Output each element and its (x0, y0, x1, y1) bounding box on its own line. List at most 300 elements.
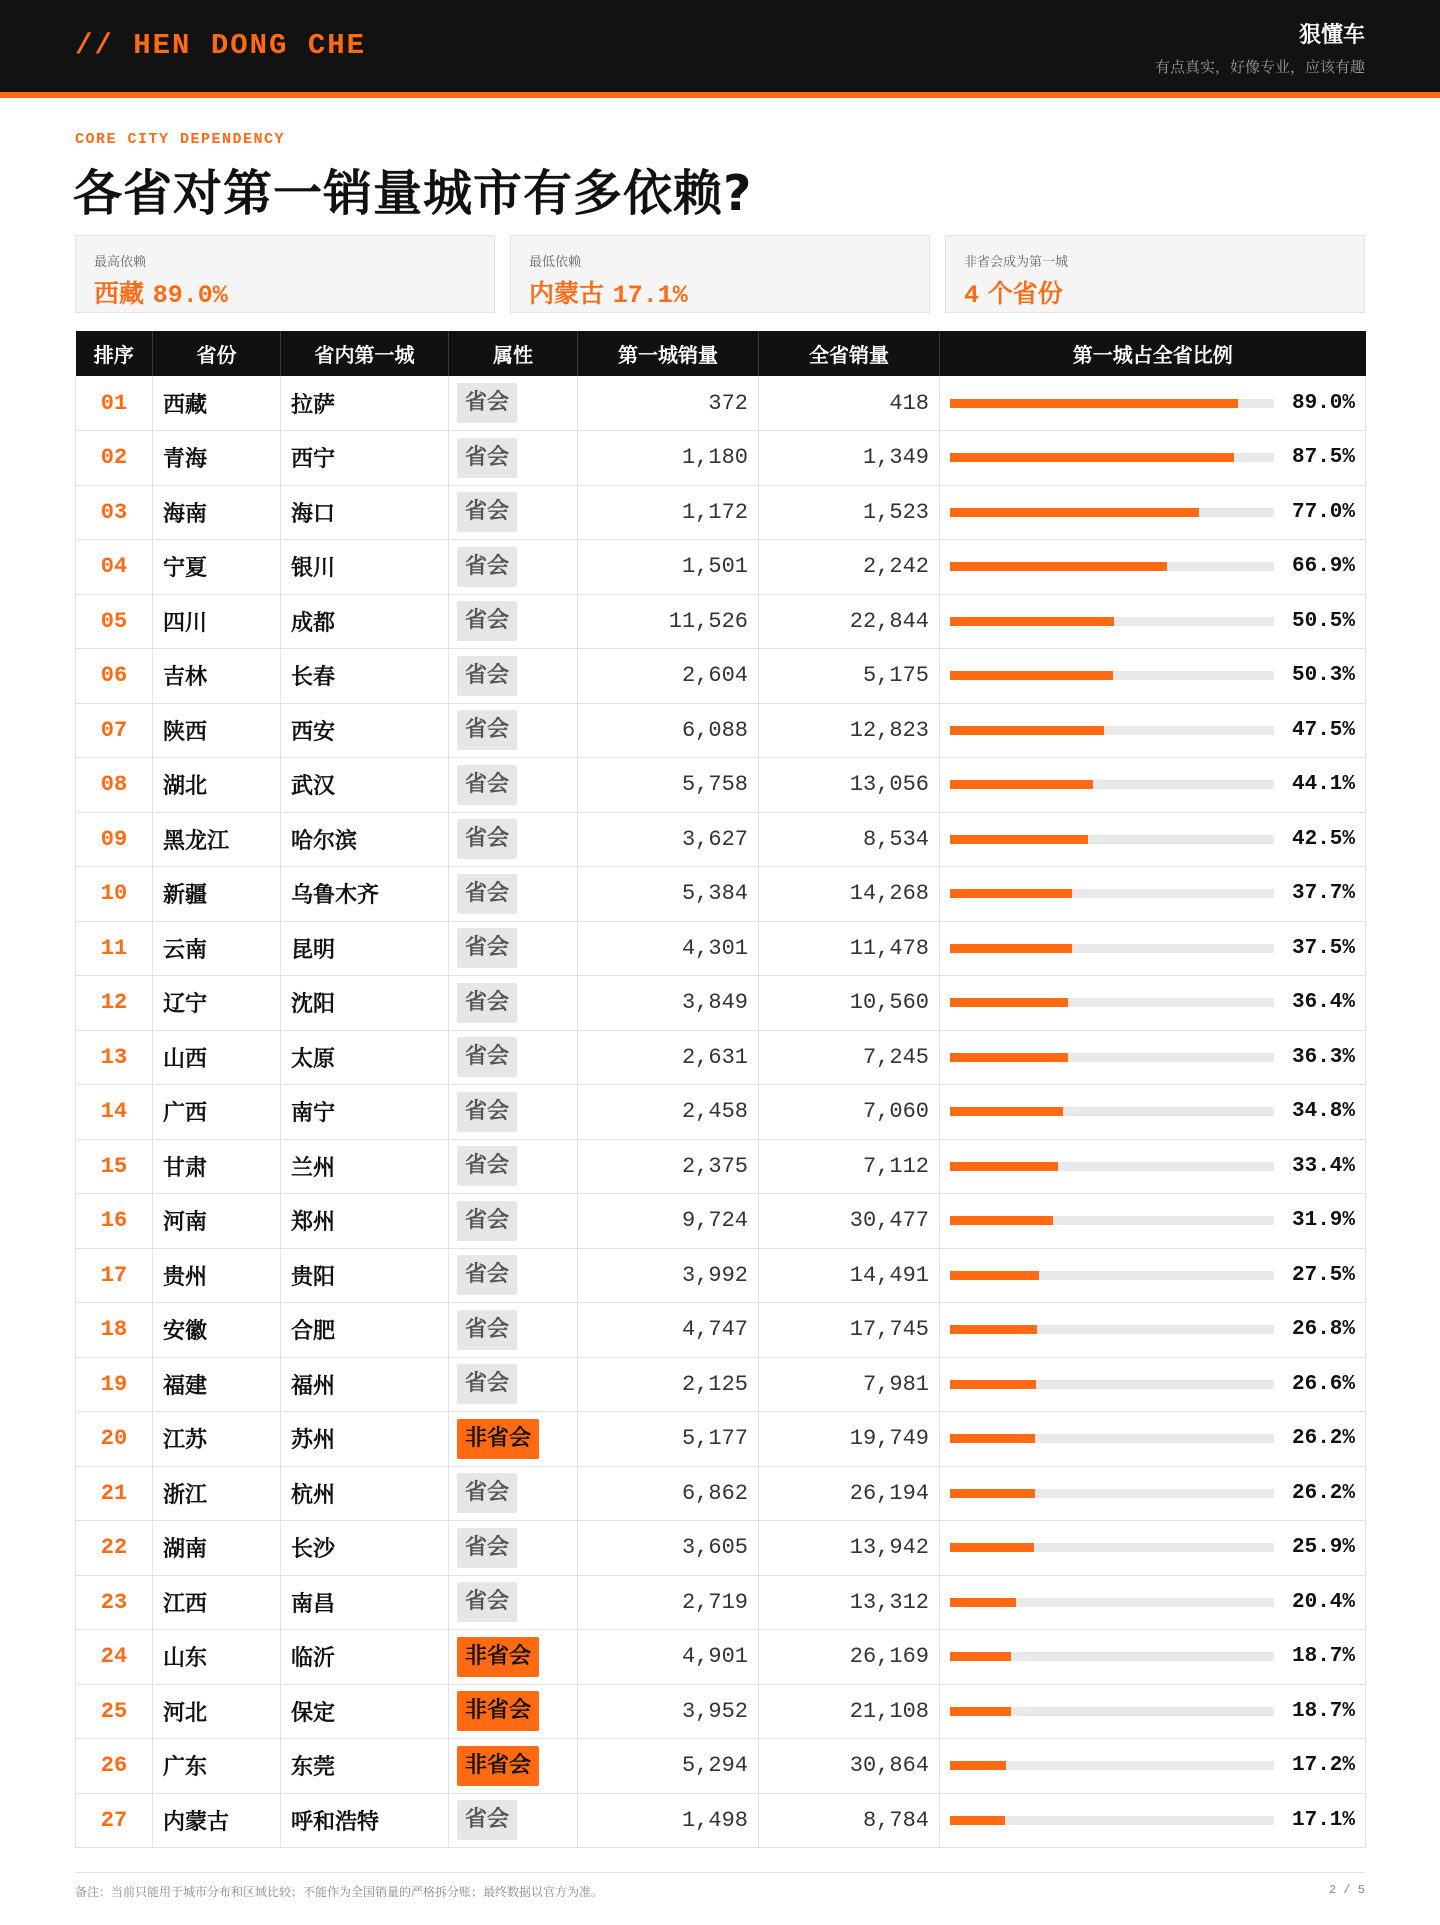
share-bar-track (950, 998, 1274, 1007)
share-percent: 89.0% (1291, 391, 1355, 415)
type-badge: 省会 (457, 383, 517, 423)
type-badge: 非省会 (457, 1746, 539, 1786)
stat-number: 89.0% (152, 281, 228, 310)
share-wrap (950, 1700, 1355, 1723)
cell-share (940, 649, 1366, 704)
cell-city: 杭州 (281, 1466, 449, 1521)
cell-province: 新疆 (153, 867, 281, 922)
cell-city: 郑州 (281, 1194, 449, 1249)
cell-type (449, 594, 578, 649)
cell-rank: 15 (76, 1139, 153, 1194)
cell-province-sales: 13,942 (759, 1521, 940, 1576)
table-row (76, 976, 1366, 1031)
share-bar-fill (950, 1380, 1036, 1389)
share-bar-fill (950, 671, 1113, 680)
share-wrap (950, 1754, 1355, 1777)
cell-rank: 20 (76, 1412, 153, 1467)
share-wrap (950, 1482, 1355, 1505)
share-wrap (950, 446, 1355, 469)
share-percent: 42.5% (1291, 827, 1355, 851)
cell-city-sales: 5,177 (578, 1412, 759, 1467)
col-header-province: 省份 (153, 331, 281, 376)
cell-province-sales: 1,523 (759, 485, 940, 540)
cell-type (449, 867, 578, 922)
page-title: 各省对第一销量城市有多依赖? (73, 165, 753, 222)
cell-share (940, 1248, 1366, 1303)
cell-share (940, 976, 1366, 1031)
share-wrap (950, 610, 1355, 633)
stat-unit: 个省份 (987, 279, 1063, 308)
share-percent: 26.8% (1291, 1318, 1355, 1342)
share-wrap (950, 1427, 1355, 1450)
cell-city-sales: 2,375 (578, 1139, 759, 1194)
cell-province: 陕西 (153, 703, 281, 758)
cell-city-sales: 3,627 (578, 812, 759, 867)
share-bar-track (950, 889, 1274, 898)
cell-province: 湖北 (153, 758, 281, 813)
share-percent: 66.9% (1291, 555, 1355, 579)
share-percent: 25.9% (1291, 1536, 1355, 1560)
share-bar-fill (950, 1271, 1039, 1280)
share-bar-track (950, 1489, 1274, 1498)
cell-province: 福建 (153, 1357, 281, 1412)
cell-city-sales: 6,088 (578, 703, 759, 758)
share-bar-track (950, 1216, 1274, 1225)
table-row (76, 758, 1366, 813)
table-row (76, 921, 1366, 976)
cell-share (940, 1575, 1366, 1630)
stat-label: 最低依赖 (529, 255, 582, 270)
table-row (76, 594, 1366, 649)
cell-type (449, 649, 578, 704)
cell-share (940, 921, 1366, 976)
cell-city: 西宁 (281, 431, 449, 486)
stat-value (94, 274, 228, 310)
share-percent: 36.4% (1291, 991, 1355, 1015)
type-badge: 省会 (457, 1037, 517, 1077)
share-percent: 27.5% (1291, 1263, 1355, 1287)
cell-share (940, 1412, 1366, 1467)
share-percent: 31.9% (1291, 1209, 1355, 1233)
share-wrap (950, 1645, 1355, 1668)
cell-province-sales: 10,560 (759, 976, 940, 1031)
table-header-row (76, 331, 1366, 376)
share-bar-track (950, 835, 1274, 844)
cell-type (449, 1739, 578, 1794)
cell-city: 南昌 (281, 1575, 449, 1630)
cell-type (449, 1630, 578, 1685)
cell-province: 黑龙江 (153, 812, 281, 867)
share-percent: 26.2% (1291, 1427, 1355, 1451)
share-percent: 50.5% (1291, 609, 1355, 633)
cell-province-sales: 8,784 (759, 1793, 940, 1848)
cell-province: 四川 (153, 594, 281, 649)
share-percent: 37.7% (1291, 882, 1355, 906)
cell-rank: 24 (76, 1630, 153, 1685)
table-row (76, 1739, 1366, 1794)
cell-share (940, 431, 1366, 486)
type-badge: 省会 (457, 656, 517, 696)
share-wrap (950, 1155, 1355, 1178)
cell-city-sales: 5,384 (578, 867, 759, 922)
cell-type (449, 485, 578, 540)
share-bar-fill (950, 399, 1238, 408)
cell-type (449, 1194, 578, 1249)
cell-rank: 06 (76, 649, 153, 704)
cell-province: 西藏 (153, 376, 281, 431)
table-row (76, 812, 1366, 867)
cell-province: 湖南 (153, 1521, 281, 1576)
cell-type (449, 1030, 578, 1085)
cell-province-sales: 13,056 (759, 758, 940, 813)
share-percent: 47.5% (1291, 718, 1355, 742)
type-badge: 省会 (457, 492, 517, 532)
type-badge: 省会 (457, 928, 517, 968)
col-header-rank: 排序 (76, 331, 153, 376)
share-bar-fill (950, 1107, 1063, 1116)
share-percent: 87.5% (1291, 446, 1355, 470)
cell-province-sales: 7,060 (759, 1085, 940, 1140)
cell-province: 浙江 (153, 1466, 281, 1521)
share-wrap (950, 937, 1355, 960)
brand-logo-text: // HEN DONG CHE (75, 29, 367, 62)
cell-province-sales: 21,108 (759, 1684, 940, 1739)
cell-province: 云南 (153, 921, 281, 976)
cell-city: 太原 (281, 1030, 449, 1085)
stat-name: 内蒙古 (529, 279, 605, 308)
cell-rank: 07 (76, 703, 153, 758)
cell-province-sales: 7,245 (759, 1030, 940, 1085)
cell-share (940, 376, 1366, 431)
cell-province-sales: 11,478 (759, 921, 940, 976)
cell-city: 南宁 (281, 1085, 449, 1140)
share-percent: 33.4% (1291, 1154, 1355, 1178)
cell-rank: 08 (76, 758, 153, 813)
type-badge: 省会 (457, 765, 517, 805)
share-bar-fill (950, 1162, 1058, 1171)
share-bar-track (950, 562, 1274, 571)
cell-type (449, 1412, 578, 1467)
cell-province-sales: 26,194 (759, 1466, 940, 1521)
table-row (76, 1684, 1366, 1739)
cell-province: 安徽 (153, 1303, 281, 1358)
cell-city-sales: 2,719 (578, 1575, 759, 1630)
share-bar-fill (950, 1489, 1035, 1498)
table-row (76, 703, 1366, 758)
cell-city: 合肥 (281, 1303, 449, 1358)
share-bar-track (950, 1434, 1274, 1443)
share-bar-track (950, 1271, 1274, 1280)
cell-type (449, 1085, 578, 1140)
cell-province-sales: 14,268 (759, 867, 940, 922)
cell-province-sales: 19,749 (759, 1412, 940, 1467)
cell-type (449, 1466, 578, 1521)
cell-rank: 25 (76, 1684, 153, 1739)
share-percent: 77.0% (1291, 500, 1355, 524)
share-percent: 17.2% (1291, 1754, 1355, 1778)
share-bar-fill (950, 1053, 1068, 1062)
stat-card-lowest (510, 235, 930, 313)
cell-rank: 09 (76, 812, 153, 867)
cell-type (449, 1357, 578, 1412)
cell-city: 福州 (281, 1357, 449, 1412)
cell-province-sales: 13,312 (759, 1575, 940, 1630)
cell-city-sales: 5,758 (578, 758, 759, 813)
share-bar-fill (950, 1652, 1011, 1661)
cell-city-sales: 9,724 (578, 1194, 759, 1249)
table-row (76, 431, 1366, 486)
section-kicker: CORE CITY DEPENDENCY (75, 131, 286, 148)
type-badge: 省会 (457, 1364, 517, 1404)
cell-share (940, 1303, 1366, 1358)
cell-city: 呼和浩特 (281, 1793, 449, 1848)
cell-rank: 01 (76, 376, 153, 431)
cell-rank: 16 (76, 1194, 153, 1249)
table-row (76, 540, 1366, 595)
table-row (76, 1630, 1366, 1685)
cell-province-sales: 2,242 (759, 540, 940, 595)
table-row (76, 867, 1366, 922)
cell-city-sales: 3,849 (578, 976, 759, 1031)
col-header-city-sales: 第一城销量 (578, 331, 759, 376)
cell-city: 西安 (281, 703, 449, 758)
stat-card-highest (75, 235, 495, 313)
cell-city-sales: 3,992 (578, 1248, 759, 1303)
type-badge: 省会 (457, 710, 517, 750)
share-wrap (950, 1264, 1355, 1287)
share-bar-track (950, 726, 1274, 735)
share-bar-fill (950, 835, 1088, 844)
cell-city-sales: 2,604 (578, 649, 759, 704)
share-wrap (950, 828, 1355, 851)
stat-number: 4 (964, 281, 980, 310)
share-bar-track (950, 1162, 1274, 1171)
cell-city-sales: 2,125 (578, 1357, 759, 1412)
cell-share (940, 1030, 1366, 1085)
share-bar-fill (950, 1598, 1016, 1607)
share-bar-fill (950, 889, 1072, 898)
type-badge: 省会 (457, 1582, 517, 1622)
table-row (76, 1466, 1366, 1521)
cell-city-sales: 1,501 (578, 540, 759, 595)
cell-city-sales: 1,172 (578, 485, 759, 540)
cell-type (449, 976, 578, 1031)
cell-share (940, 1085, 1366, 1140)
share-wrap (950, 1100, 1355, 1123)
cell-type (449, 1303, 578, 1358)
cell-city-sales: 2,631 (578, 1030, 759, 1085)
cell-province-sales: 8,534 (759, 812, 940, 867)
type-badge: 省会 (457, 819, 517, 859)
cell-city: 海口 (281, 485, 449, 540)
cell-city-sales: 4,747 (578, 1303, 759, 1358)
share-bar-fill (950, 453, 1234, 462)
share-bar-track (950, 1543, 1274, 1552)
col-header-province-sales: 全省销量 (759, 331, 940, 376)
cell-city: 苏州 (281, 1412, 449, 1467)
cell-city: 兰州 (281, 1139, 449, 1194)
cell-share (940, 1357, 1366, 1412)
table-body (76, 376, 1366, 1848)
share-bar-fill (950, 1707, 1011, 1716)
cell-share (940, 594, 1366, 649)
cell-rank: 22 (76, 1521, 153, 1576)
share-percent: 17.1% (1291, 1808, 1355, 1832)
type-badge: 非省会 (457, 1419, 539, 1459)
cell-city-sales: 3,605 (578, 1521, 759, 1576)
share-bar-track (950, 508, 1274, 517)
cell-province: 河南 (153, 1194, 281, 1249)
table-row (76, 1030, 1366, 1085)
cell-type (449, 758, 578, 813)
share-wrap (950, 501, 1355, 524)
share-bar-track (950, 1816, 1274, 1825)
cell-rank: 05 (76, 594, 153, 649)
cell-city-sales: 4,901 (578, 1630, 759, 1685)
cell-type (449, 1575, 578, 1630)
table-row (76, 376, 1366, 431)
header-subtitle: 有点真实，好像专业，应该有趣 (1154, 58, 1365, 76)
cell-rank: 17 (76, 1248, 153, 1303)
share-percent: 34.8% (1291, 1100, 1355, 1124)
share-bar-track (950, 1761, 1274, 1770)
cell-rank: 23 (76, 1575, 153, 1630)
share-bar-track (950, 1598, 1274, 1607)
type-badge: 省会 (457, 601, 517, 641)
cell-rank: 18 (76, 1303, 153, 1358)
share-bar-track (950, 453, 1274, 462)
cell-province: 广西 (153, 1085, 281, 1140)
cell-province: 河北 (153, 1684, 281, 1739)
cell-type (449, 376, 578, 431)
cell-province: 山东 (153, 1630, 281, 1685)
share-percent: 50.3% (1291, 664, 1355, 688)
share-bar-fill (950, 617, 1114, 626)
cell-province-sales: 30,477 (759, 1194, 940, 1249)
cell-share (940, 1739, 1366, 1794)
share-wrap (950, 1591, 1355, 1614)
cell-city: 乌鲁木齐 (281, 867, 449, 922)
share-wrap (950, 1209, 1355, 1232)
cell-city-sales: 11,526 (578, 594, 759, 649)
cell-share (940, 867, 1366, 922)
cell-type (449, 812, 578, 867)
cell-city: 武汉 (281, 758, 449, 813)
cell-province-sales: 7,981 (759, 1357, 940, 1412)
footer-divider (75, 1872, 1365, 1873)
stat-value (964, 274, 1063, 310)
cell-province-sales: 7,112 (759, 1139, 940, 1194)
cell-province: 海南 (153, 485, 281, 540)
type-badge: 省会 (457, 1473, 517, 1513)
share-bar-fill (950, 562, 1167, 571)
cell-province-sales: 14,491 (759, 1248, 940, 1303)
col-header-share: 第一城占全省比例 (940, 331, 1366, 376)
dependency-table (75, 331, 1366, 1848)
share-percent: 26.2% (1291, 1481, 1355, 1505)
share-percent: 20.4% (1291, 1590, 1355, 1614)
cell-city-sales: 372 (578, 376, 759, 431)
share-bar-track (950, 1652, 1274, 1661)
share-bar-fill (950, 1434, 1035, 1443)
share-wrap (950, 392, 1355, 415)
table-row (76, 485, 1366, 540)
share-percent: 18.7% (1291, 1699, 1355, 1723)
share-bar-fill (950, 1325, 1037, 1334)
col-header-type: 属性 (449, 331, 578, 376)
cell-city: 长春 (281, 649, 449, 704)
table-row (76, 1248, 1366, 1303)
type-badge: 省会 (457, 1092, 517, 1132)
share-bar-fill (950, 998, 1068, 1007)
cell-province-sales: 1,349 (759, 431, 940, 486)
cell-province: 辽宁 (153, 976, 281, 1031)
stat-label: 最高依赖 (94, 255, 147, 270)
cell-city: 银川 (281, 540, 449, 595)
type-badge: 省会 (457, 1528, 517, 1568)
cell-province: 内蒙古 (153, 1793, 281, 1848)
share-bar-fill (950, 1816, 1005, 1825)
share-wrap (950, 773, 1355, 796)
top-bar (0, 0, 1440, 98)
page-number: 2 / 5 (1328, 1883, 1365, 1897)
cell-share (940, 703, 1366, 758)
share-bar-fill (950, 780, 1093, 789)
cell-city: 拉萨 (281, 376, 449, 431)
cell-share (940, 758, 1366, 813)
cell-rank: 02 (76, 431, 153, 486)
table-row (76, 1085, 1366, 1140)
share-wrap (950, 1809, 1355, 1832)
header-title: 狠懂车 (1298, 23, 1365, 48)
cell-city: 哈尔滨 (281, 812, 449, 867)
cell-type (449, 1793, 578, 1848)
stat-cards (75, 235, 1365, 313)
cell-share (940, 1139, 1366, 1194)
share-wrap (950, 719, 1355, 742)
table-row (76, 1793, 1366, 1848)
type-badge: 省会 (457, 1800, 517, 1840)
cell-city-sales: 3,952 (578, 1684, 759, 1739)
cell-share (940, 1466, 1366, 1521)
share-wrap (950, 991, 1355, 1014)
share-percent: 26.6% (1291, 1372, 1355, 1396)
cell-rank: 19 (76, 1357, 153, 1412)
table-row (76, 649, 1366, 704)
cell-rank: 26 (76, 1739, 153, 1794)
cell-rank: 04 (76, 540, 153, 595)
footnote: 备注：当前只能用于城市分布和区域比较；不能作为全国销量的严格拆分账；最终数据以官方为准。 (75, 1885, 604, 1899)
cell-rank: 12 (76, 976, 153, 1031)
table-row (76, 1357, 1366, 1412)
cell-share (940, 1521, 1366, 1576)
cell-share (940, 1793, 1366, 1848)
stat-value (529, 274, 688, 310)
cell-city-sales: 5,294 (578, 1739, 759, 1794)
cell-province-sales: 22,844 (759, 594, 940, 649)
cell-type (449, 1248, 578, 1303)
table-row (76, 1194, 1366, 1249)
share-wrap (950, 555, 1355, 578)
share-bar-track (950, 399, 1274, 408)
cell-city: 沈阳 (281, 976, 449, 1031)
share-wrap (950, 1373, 1355, 1396)
cell-province: 甘肃 (153, 1139, 281, 1194)
share-bar-track (950, 1107, 1274, 1116)
cell-city-sales: 1,498 (578, 1793, 759, 1848)
share-wrap (950, 1046, 1355, 1069)
cell-share (940, 485, 1366, 540)
